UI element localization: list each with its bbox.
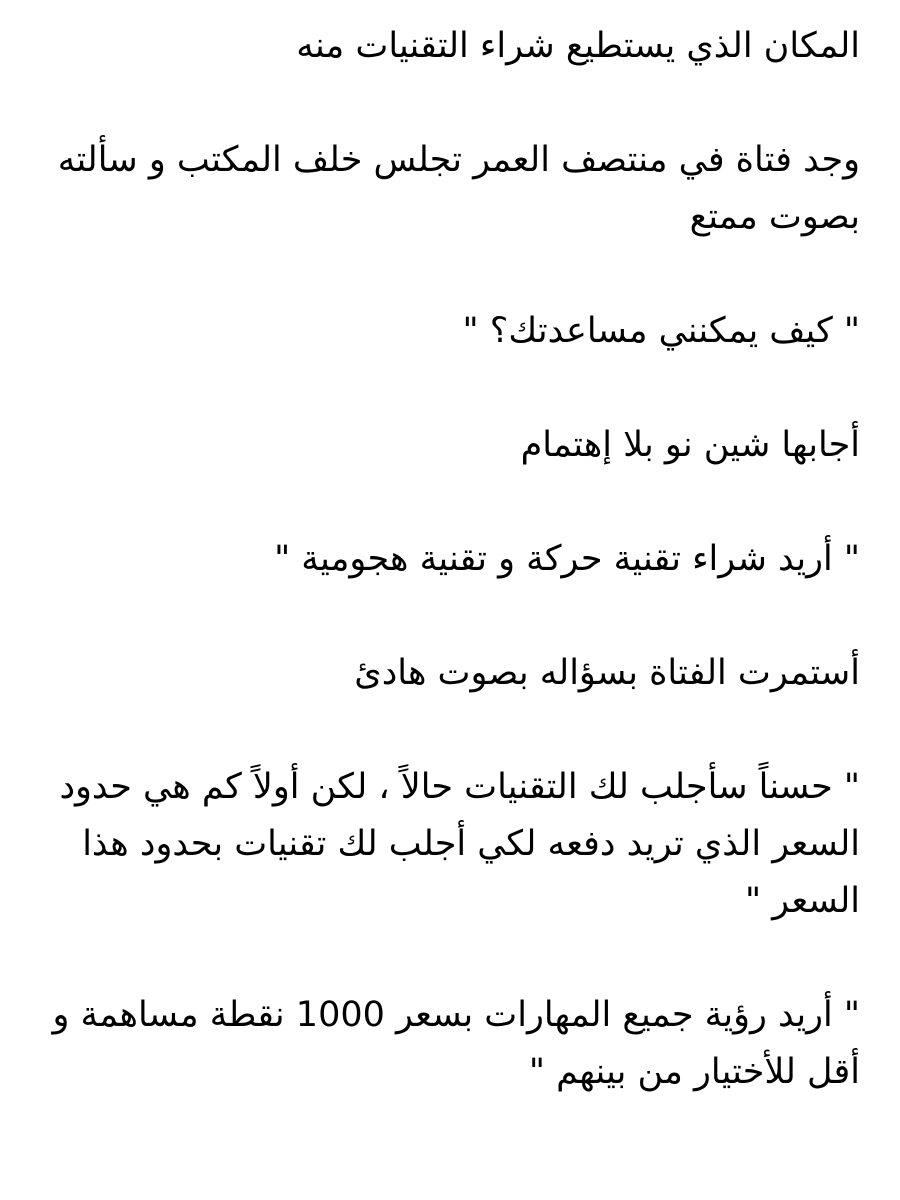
paragraph-5: " أريد شراء تقنية حركة و تقنية هجومية ": [274, 539, 860, 579]
paragraph-6: أستمرت الفتاة بسؤاله بصوت هادئ: [354, 653, 860, 693]
paragraph-7: " حسناً سأجلب لك التقنيات حالاً ، لكن أولاً كم هي حدود السعر الذي تريد دفعه لكي أجلب لك تقنيات بحدود هذا السعر ": [59, 767, 860, 921]
paragraph-1: المكان الذي يستطيع شراء التقنيات منه: [296, 26, 860, 66]
paragraph-2: وجد فتاة في منتصف العمر تجلس خلف المكتب و سألته بصوت ممتع: [57, 140, 860, 237]
paragraph-3: " كيف يمكنني مساعدتك؟ ": [462, 311, 860, 351]
paragraph-8: " أريد رؤية جميع المهارات بسعر 1000 نقطة مساهمة و أقل للأختيار من بينهم ": [52, 995, 860, 1092]
paragraph-4: أجابها شين نو بلا إهتمام: [520, 425, 860, 465]
